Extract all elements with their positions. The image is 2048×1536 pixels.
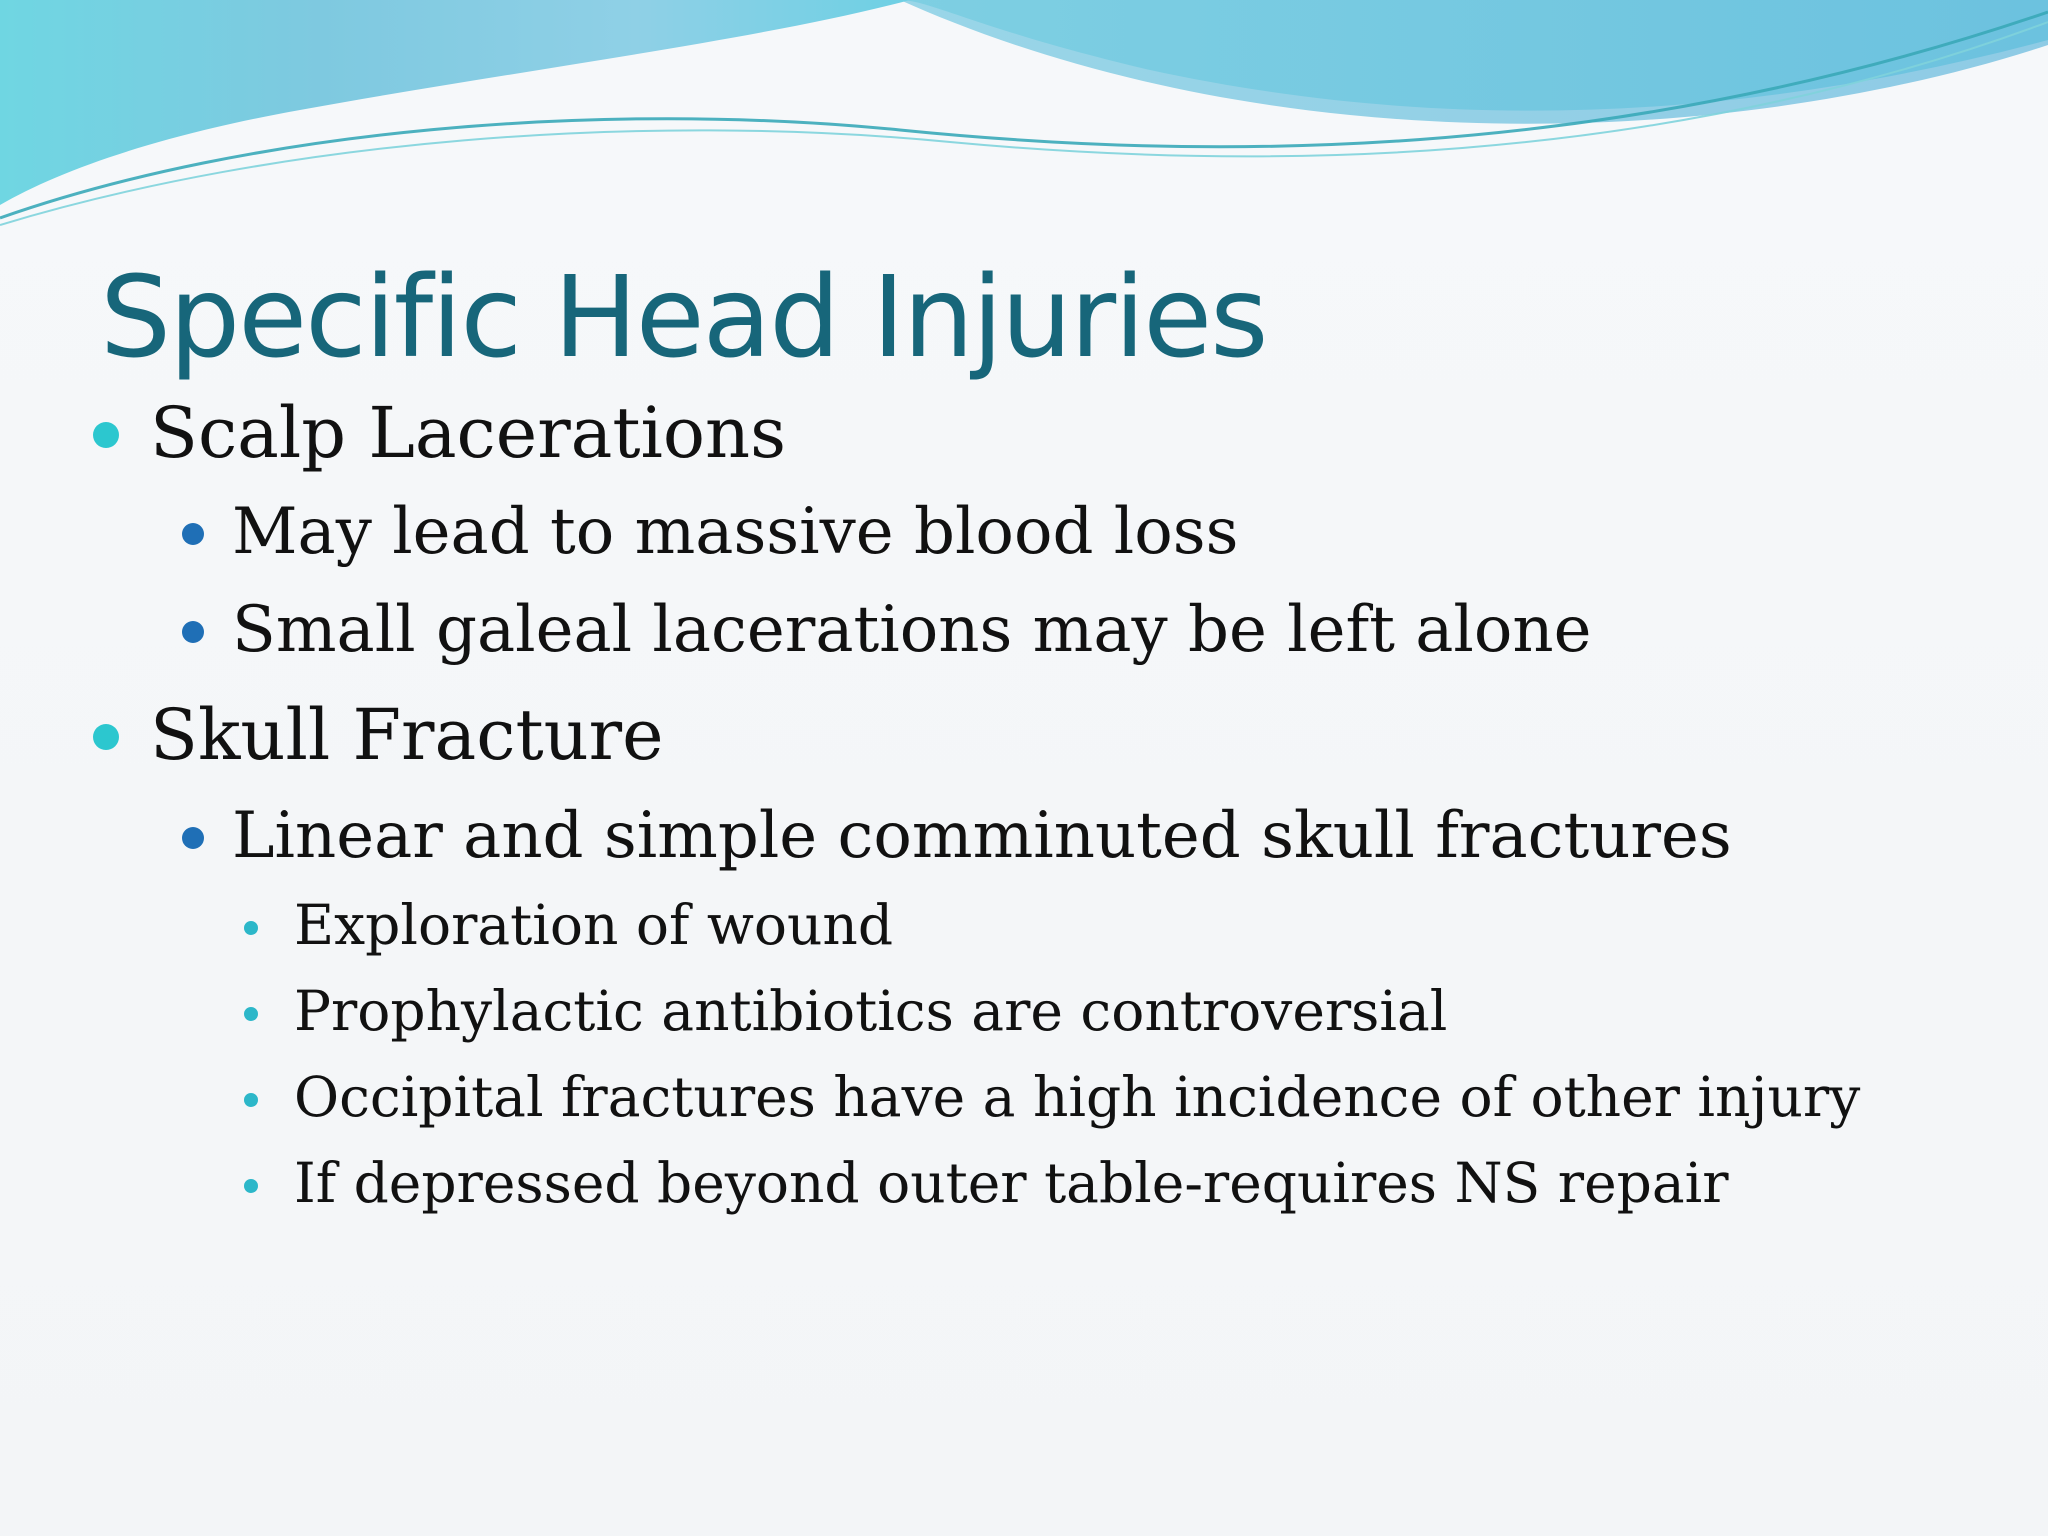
- bullet-dot-icon: [244, 1093, 258, 1107]
- bullet-item: [150, 694, 664, 776]
- slide-title: Specific Head Injuries: [100, 253, 1267, 383]
- sub-sub-bullet-item: [294, 893, 894, 957]
- bullet-dot-icon: [244, 1007, 258, 1021]
- sub-sub-bullet-item: [294, 1065, 1861, 1129]
- bullet-text: Occipital fractures have a high incidence of other injury: [294, 1065, 1861, 1129]
- sub-bullet-item: [232, 495, 1239, 569]
- bullet-dot-icon: [182, 827, 204, 849]
- bullet-item: [150, 392, 787, 474]
- bullet-text: Exploration of wound: [294, 893, 894, 957]
- bullet-dot-icon: [182, 621, 204, 643]
- bullet-text: Small galeal lacerations may be left alone: [232, 593, 1592, 667]
- bullet-dot-icon: [244, 921, 258, 935]
- sub-sub-bullet-item: [294, 979, 1448, 1043]
- bullet-text: May lead to massive blood loss: [232, 495, 1239, 569]
- bullet-dot-icon: [244, 1179, 258, 1193]
- sub-sub-bullet-item: [294, 1151, 1729, 1215]
- bullet-dot-icon: [93, 422, 119, 448]
- bullet-dot-icon: [182, 523, 204, 545]
- bullet-text: Scalp Lacerations: [150, 392, 787, 474]
- bullet-dot-icon: [93, 724, 119, 750]
- bullet-text: Linear and simple comminuted skull fractures: [232, 799, 1732, 873]
- bullet-text: Skull Fracture: [150, 694, 664, 776]
- sub-bullet-item: [232, 799, 1732, 873]
- bullet-text: Prophylactic antibiotics are controversial: [294, 979, 1448, 1043]
- sub-bullet-item: [232, 593, 1592, 667]
- bullet-text: If depressed beyond outer table-requires NS repair: [294, 1151, 1729, 1215]
